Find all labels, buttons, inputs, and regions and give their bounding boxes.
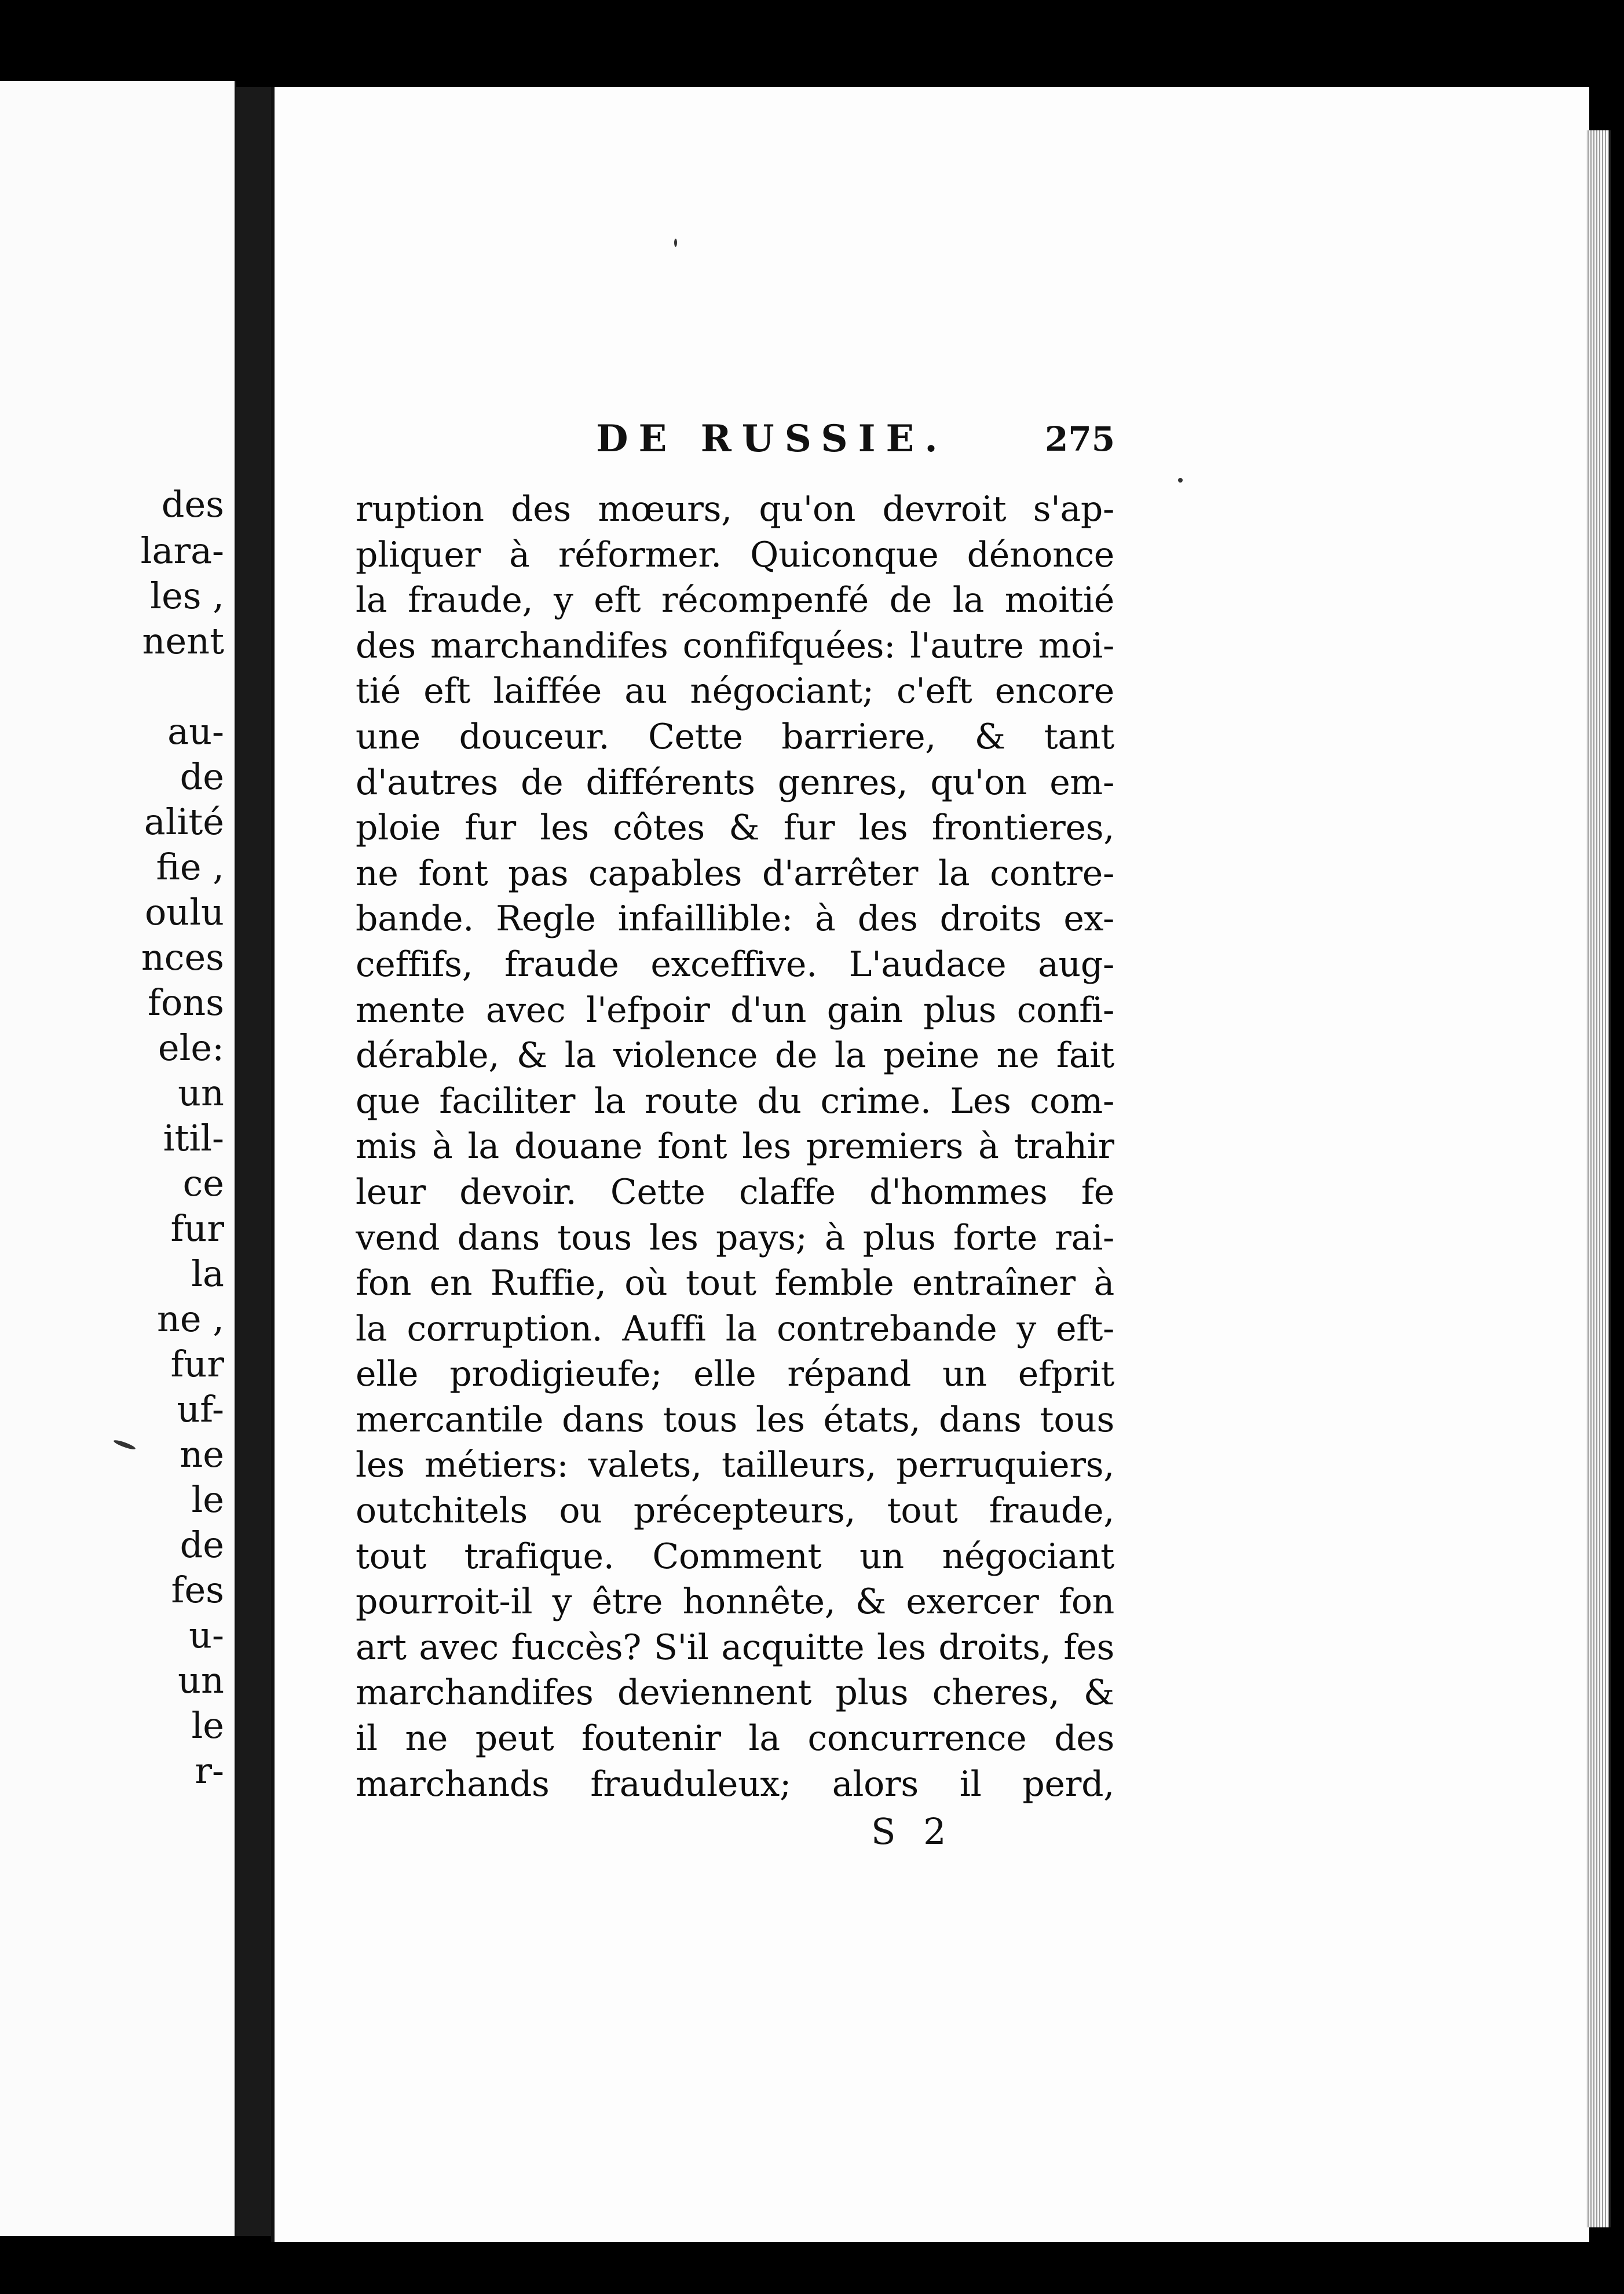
left-page-line: oulu [144, 891, 224, 933]
left-page-line: nces [141, 936, 224, 978]
text-line: la corruption. Auffi la contrebande y eft- [356, 1308, 1114, 1349]
text-line: bande. Regle infaillible: à des droits ex- [356, 898, 1114, 940]
text-line: pourroit-il y être honnête, & exercer fon [356, 1581, 1114, 1623]
text-line: ne font pas capables d'arrêter la contre- [356, 853, 1114, 894]
book-gutter [236, 87, 273, 2236]
left-page-line: de [180, 1524, 224, 1566]
left-page-line: nent [142, 620, 224, 662]
text-line: mis à la douane font les premiers à trahir [356, 1126, 1114, 1167]
running-head: DE RUSSIE. [596, 417, 948, 461]
body-text [356, 487, 1114, 1807]
left-page-line: fes [171, 1569, 224, 1611]
scan-speck [1178, 478, 1183, 483]
text-line: des marchandifes confifquées: l'autre moi- [356, 625, 1114, 666]
page-edges [1586, 130, 1611, 2227]
left-page-line: des [161, 483, 224, 525]
left-page-line: le [191, 1478, 224, 1521]
text-line: la fraude, y eft récompenfé de la moitié [356, 580, 1114, 621]
text-line: d'autres de différents genres, qu'on em- [356, 762, 1114, 803]
text-line: ceffifs, fraude exceffive. L'audace aug- [356, 944, 1114, 985]
left-page-line: uf- [177, 1388, 224, 1430]
page-header [275, 417, 1589, 469]
left-page-line: un [178, 1659, 224, 1701]
text-line: une douceur. Cette barriere, & tant [356, 716, 1114, 757]
left-page-line: ele: [158, 1027, 224, 1069]
text-line: ruption des mœurs, qu'on devroit s'ap- [356, 489, 1114, 529]
left-page-line: ne [180, 1433, 224, 1475]
text-line: mente avec l'efpoir d'un gain plus confi- [356, 989, 1114, 1031]
text-line: il ne peut foutenir la concurrence des [356, 1718, 1114, 1759]
page-number: 275 [1045, 419, 1115, 459]
text-line: leur devoir. Cette claffe d'hommes fe [356, 1171, 1114, 1212]
left-page-line: alité [144, 801, 224, 843]
text-line: elle prodigieufe; elle répand un efprit [356, 1354, 1114, 1395]
left-page-line: itil- [163, 1117, 224, 1159]
scan-speck [674, 239, 677, 247]
left-page-line: un [178, 1072, 224, 1114]
left-page-line: de [180, 755, 224, 798]
left-page-line: r- [195, 1749, 224, 1792]
text-line: outchitels ou précepteurs, tout fraude, [356, 1491, 1114, 1532]
text-line: art avec fuccès? S'il acquitte les droits, fes [356, 1627, 1114, 1668]
text-line: que faciliter la route du crime. Les com- [356, 1080, 1114, 1122]
left-page-line: fur [170, 1343, 224, 1385]
text-line: fon en Ruffie, où tout femble entraîner à [356, 1263, 1114, 1304]
text-line: tié eft laiffée au négociant; c'eft encore [356, 671, 1114, 712]
left-page-line: lara- [140, 529, 224, 572]
signature-mark: S 2 [871, 1810, 954, 1853]
left-page-line: fur [170, 1207, 224, 1250]
left-page-line: le [191, 1704, 224, 1747]
left-page-line: fie , [156, 846, 224, 888]
text-line: ploie fur les côtes & fur les frontieres, [356, 808, 1114, 849]
text-line: les métiers: valets, tailleurs, perruquiers, [356, 1445, 1114, 1486]
text-line: marchands frauduleux; alors il perd, [356, 1763, 1114, 1804]
previous-page-fragment [0, 81, 236, 2236]
left-page-line: la [191, 1252, 224, 1295]
text-line: vend dans tous les pays; à plus forte rai- [356, 1217, 1114, 1258]
left-page-line: ce [182, 1162, 224, 1204]
text-line: marchandifes deviennent plus cheres, & [356, 1672, 1114, 1714]
text-line: pliquer à réformer. Quiconque dénonce [356, 534, 1114, 575]
scan-speck [113, 1438, 136, 1451]
text-line: mercantile dans tous les états, dans tous [356, 1399, 1114, 1440]
left-page-line: fons [147, 981, 224, 1024]
text-line: tout trafique. Comment un négociant [356, 1536, 1114, 1577]
current-page [271, 87, 1589, 2242]
left-page-line: u- [189, 1614, 224, 1656]
left-page-line: ne , [156, 1298, 224, 1340]
text-line: dérable, & la violence de la peine ne fait [356, 1035, 1114, 1076]
left-page-line: les , [150, 575, 224, 617]
left-page-line: au- [167, 710, 224, 753]
